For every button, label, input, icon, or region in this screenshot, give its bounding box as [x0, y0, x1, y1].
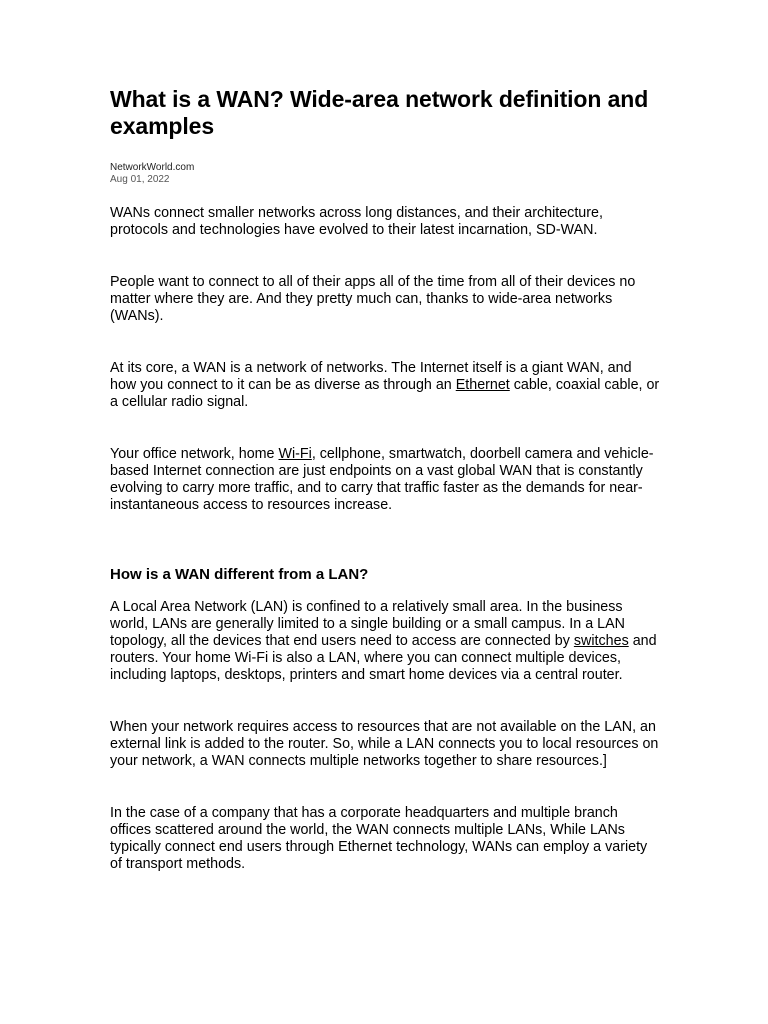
article-meta — [110, 162, 660, 186]
paragraph-text: Your office network, home — [110, 446, 279, 462]
article-source: NetworkWorld.com — [110, 162, 195, 173]
paragraph-text: cable, coaxial cable, or a cellular radio signal. — [110, 377, 660, 410]
paragraph-external-link: When your network requires access to resources that are not available on the LAN, an external link is added to the router. So, while a LAN connects you to local resources on your network, a WAN connects multiple networks together to share resources.] — [110, 719, 659, 769]
article-title: What is a WAN? Wide-area network definition and examples — [110, 86, 649, 139]
paragraph-text: A Local Area Network (LAN) is confined to a relatively small area. In the business world, LANs are generally limited to a single building or a small campus. In a LAN topology, all the devices that end users need to access are connected by — [110, 599, 625, 649]
article-date: Aug 01, 2022 — [110, 174, 170, 185]
paragraph-text: , cellphone, smartwatch, doorbell camera and vehicle-based Internet connection are just endpoints on a vast global WAN that is constantly evolving to carry more traffic, and to carry that traffic faster as the demands for near-instantaneous access to resources increase. — [110, 446, 654, 513]
section-heading: How is a WAN different from a LAN? — [110, 566, 369, 583]
paragraph-lan-definition — [110, 599, 660, 684]
article — [110, 86, 660, 873]
intro-paragraph: WANs connect smaller networks across long distances, and their architecture, protocols and technologies have evolved to their latest incarnation, SD-WAN. — [110, 205, 603, 238]
paragraph-branch-offices: In the case of a company that has a corporate headquarters and multiple branch offices scattered around the world, the WAN connects multiple LANs, While LANs typically connect end users through Ethernet technology, WANs can employ a variety of transport methods. — [110, 805, 648, 872]
ethernet-link[interactable]: Ethernet — [455, 377, 510, 393]
paragraph-apps: People want to connect to all of their apps all of the time from all of their devices no matter where they are. And they pretty much can, thanks to wide-area networks (WANs). — [110, 274, 636, 324]
paragraph-endpoints — [110, 446, 660, 514]
paragraph-network-of-networks — [110, 360, 660, 411]
paragraph-text: and routers. Your home Wi-Fi is also a LAN, where you can connect multiple devices, including laptops, desktops, printers and smart home devices via a central router. — [110, 633, 657, 683]
wifi-link[interactable]: Wi-Fi — [278, 446, 312, 462]
paragraph-text: At its core, a WAN is a network of networks. The Internet itself is a giant WAN, and how you connect to it can be as diverse as through an — [110, 360, 632, 393]
switches-link[interactable]: switches — [573, 633, 629, 649]
